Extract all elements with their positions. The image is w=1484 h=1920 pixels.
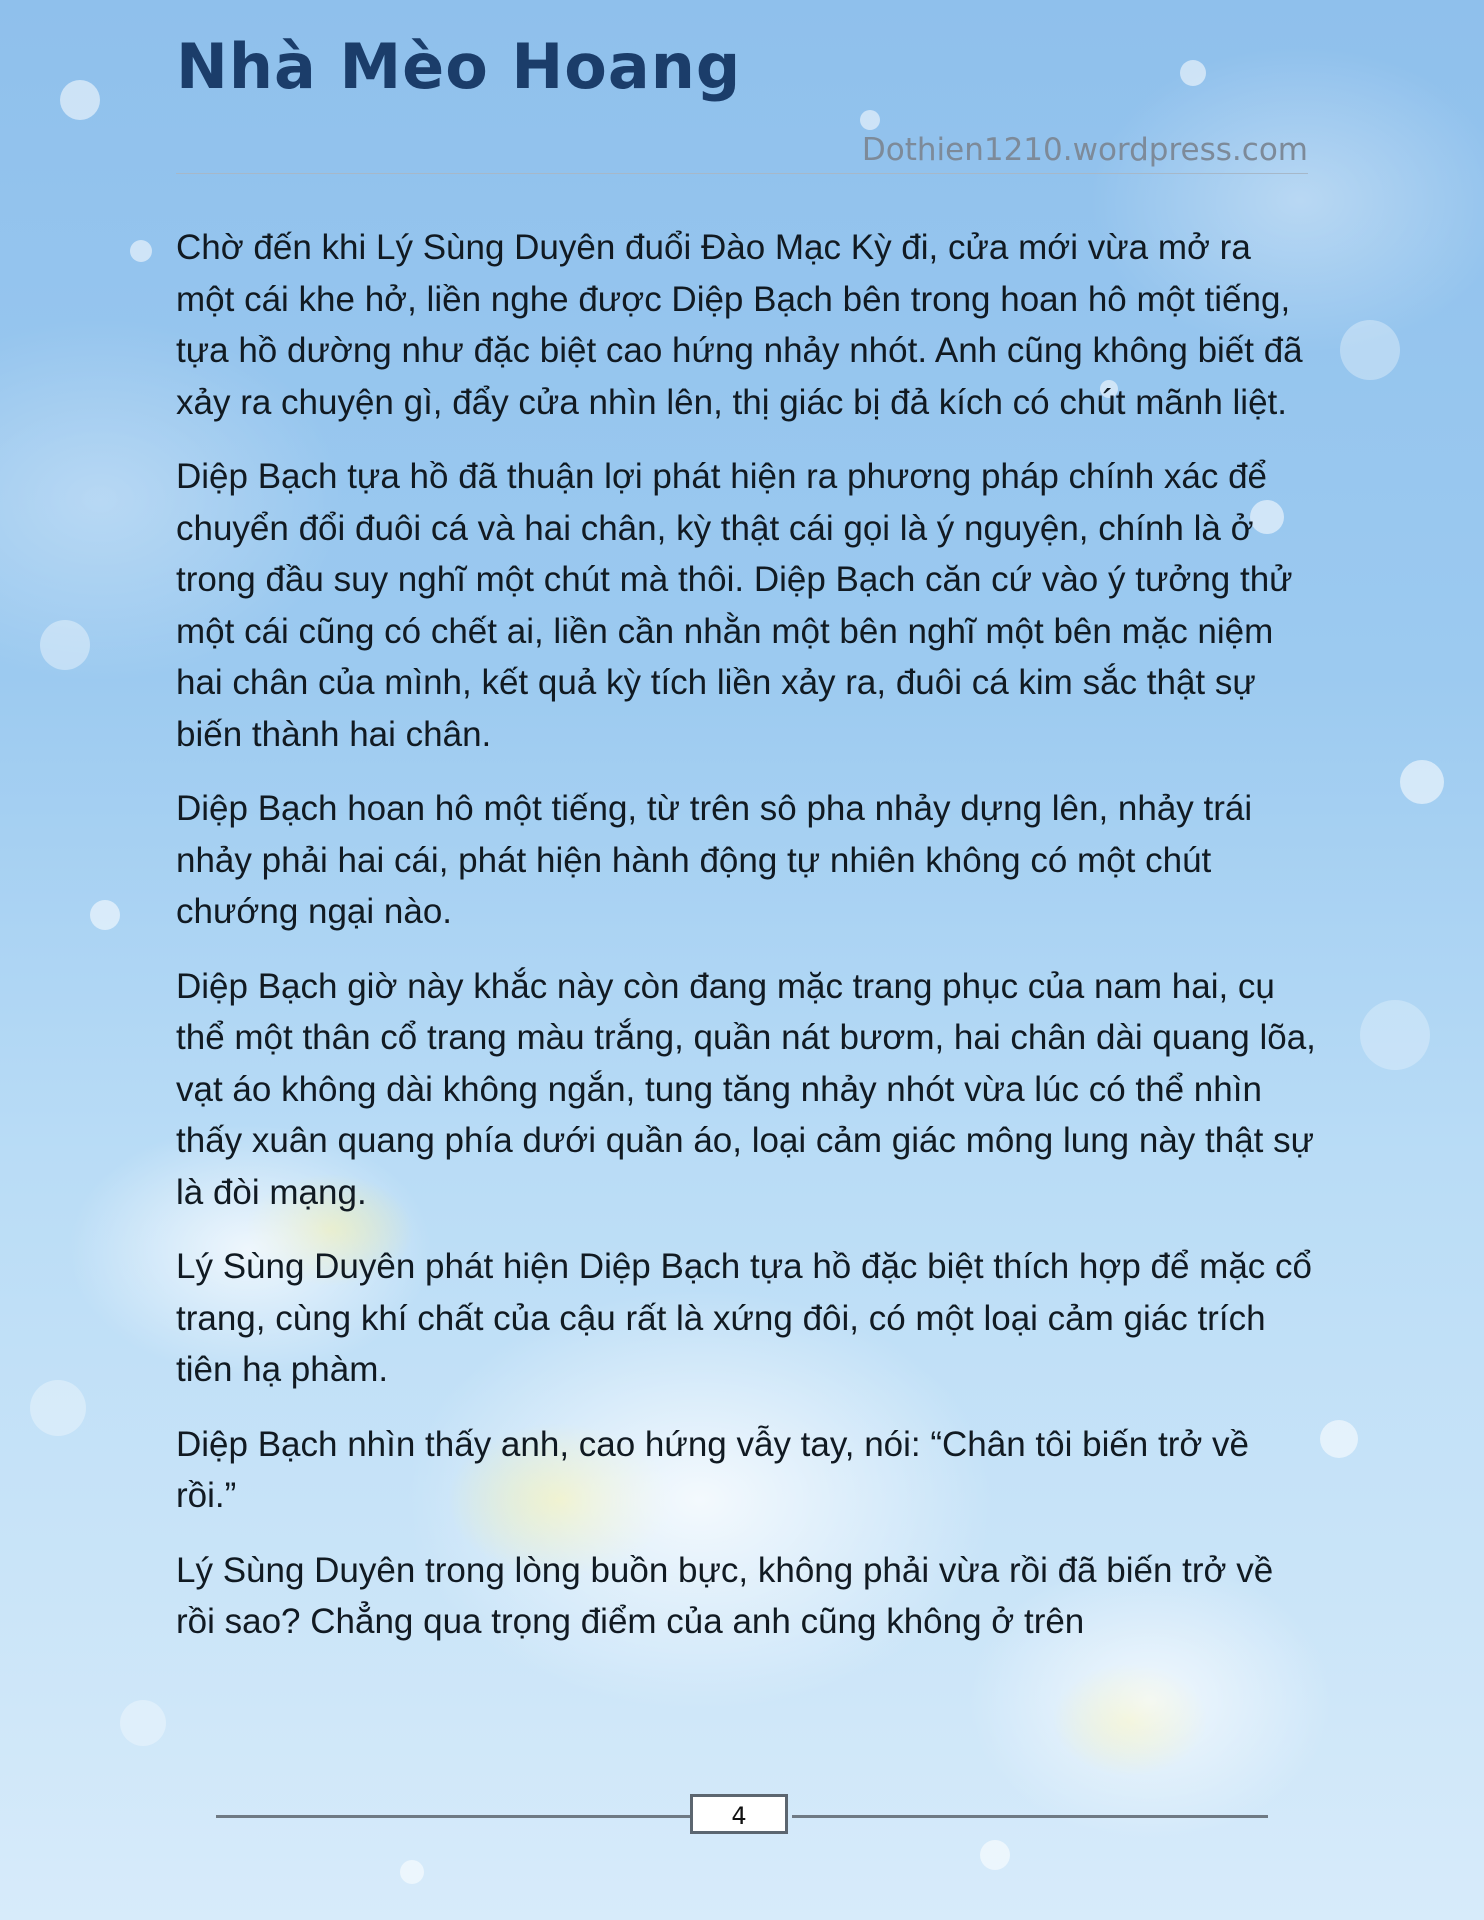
- paragraph: Diệp Bạch nhìn thấy anh, cao hứng vẫy tay, nói: “Chân tôi biến trở về rồi.”: [176, 1424, 1250, 1515]
- footer-divider-left: [216, 1815, 690, 1818]
- paragraph: Diệp Bạch tựa hồ đã thuận lợi phát hiện ra phương pháp chính xác để chuyển đổi đuôi cá và hai chân, kỳ thật cái gọi là ý nguyện, chính là ở trong đầu suy nghĩ một chút mà thôi. Diệp Bạch căn cứ vào ý tưởng thử một cái cũng có chết ai, liền cần nhằn một bên nghĩ một bên mặc niệm hai chân của mình, kết quả kỳ tích liền xảy ra, đuôi cá kim sắc thật sự biến thành hai chân.: [176, 457, 1293, 754]
- page-title: Nhà Mèo Hoang: [176, 30, 742, 103]
- header-divider: [176, 173, 1308, 174]
- paragraph: Lý Sùng Duyên phát hiện Diệp Bạch tựa hồ đặc biệt thích hợp để mặc cổ trang, cùng khí chất của cậu rất là xứng đôi, có một loại cảm giác trích tiên hạ phàm.: [176, 1247, 1312, 1389]
- paragraph: Diệp Bạch giờ này khắc này còn đang mặc trang phục của nam hai, cụ thể một thân cổ trang màu trắng, quần nát bươm, hai chân dài quang lõa, vạt áo không dài không ngắn, tung tăng nhảy nhót vừa lúc có thể nhìn thấy xuân quang phía dưới quần áo, loại cảm giác mông lung này thật sự là đòi mạng.: [176, 966, 1316, 1212]
- paragraph: Diệp Bạch hoan hô một tiếng, từ trên sô pha nhảy dựng lên, nhảy trái nhảy phải hai cái, phát hiện hành động tự nhiên không có một chút chướng ngại nào.: [176, 789, 1253, 931]
- footer-divider-right: [792, 1815, 1268, 1818]
- paragraph: Chờ đến khi Lý Sùng Duyên đuổi Đào Mạc Kỳ đi, cửa mới vừa mở ra một cái khe hở, liền nghe được Diệp Bạch bên trong hoan hô một tiếng, tựa hồ dường như đặc biệt cao hứng nhảy nhót. Anh cũng không biết đã xảy ra chuyện gì, đẩy cửa nhìn lên, thị giác bị đả kích có chút mãnh liệt.: [176, 228, 1303, 422]
- site-url: Dothien1210.wordpress.com: [861, 132, 1308, 168]
- page-number: 4: [690, 1794, 788, 1834]
- paragraph: Lý Sùng Duyên trong lòng buồn bực, không phải vừa rồi đã biến trở về rồi sao? Chẳng qua trọng điểm của anh cũng không ở trên: [176, 1550, 1274, 1641]
- body-text: [176, 222, 1316, 1671]
